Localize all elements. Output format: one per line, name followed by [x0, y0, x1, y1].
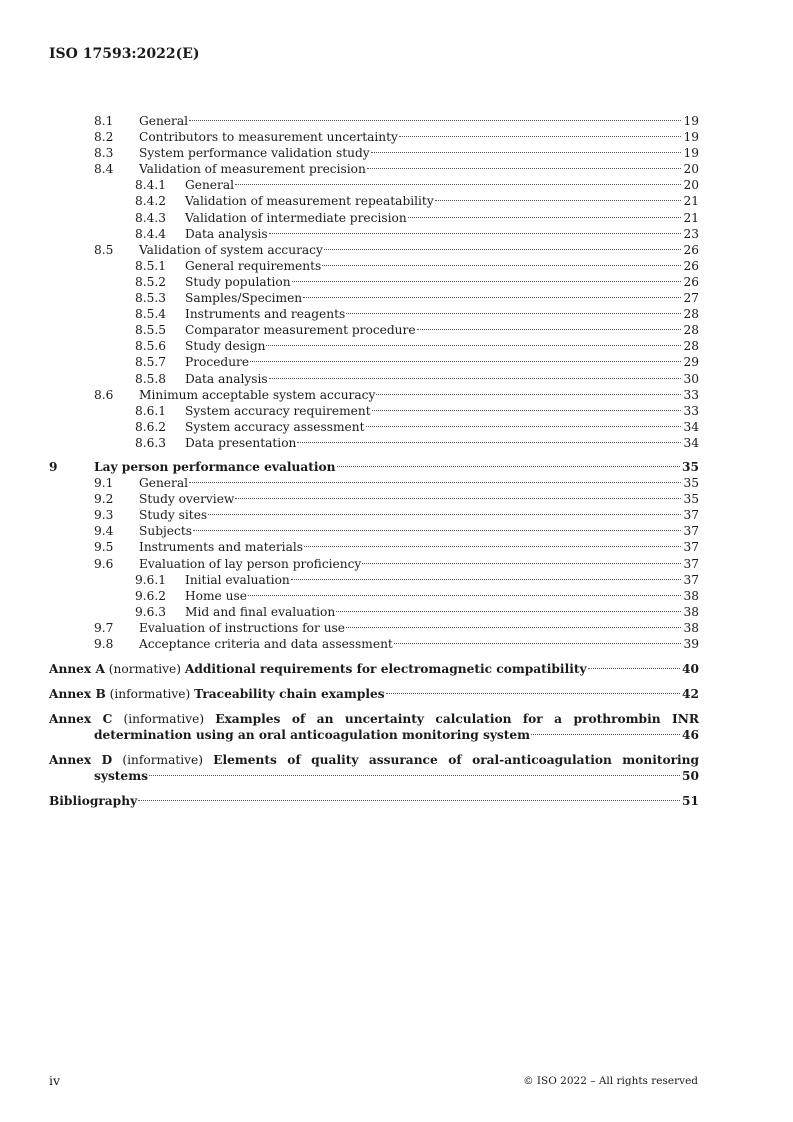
- toc-entry-page: 35: [683, 492, 699, 507]
- toc-entry-number: 8.5.8: [135, 371, 167, 386]
- toc-entry-page: 20: [683, 178, 699, 193]
- dot-leader: [250, 361, 681, 362]
- toc-entry-number: 9.3: [94, 508, 114, 523]
- toc-entry-number: 9.5: [94, 540, 114, 555]
- annex-d-page: 50: [682, 769, 699, 784]
- toc-entry-title: Comparator measurement procedure: [185, 323, 416, 338]
- toc-section-8: [49, 113, 699, 451]
- dot-leader: [291, 579, 682, 580]
- annex-c-page: 46: [682, 728, 699, 743]
- toc-entry-title: Validation of intermediate precision: [185, 210, 407, 225]
- toc-entry-title: Lay person performance evaluation: [94, 459, 336, 474]
- toc-annex-d[interactable]: [49, 752, 699, 784]
- toc-entry-8-2[interactable]: [49, 129, 699, 145]
- toc-bibliography[interactable]: [49, 793, 699, 809]
- toc-entry-number: 8.4.1: [135, 178, 167, 193]
- toc-entry-title: Instruments and materials: [139, 540, 304, 555]
- toc-entry-title: Study design: [185, 339, 266, 354]
- annex-a-title: Additional requirements for electromagnetic compatibility: [184, 662, 587, 677]
- dot-leader: [322, 265, 681, 266]
- toc-entry-title: Study overview: [139, 492, 235, 507]
- dot-leader: [372, 410, 682, 411]
- toc-entry-page: 26: [683, 274, 699, 289]
- toc-entry-8-4[interactable]: [49, 161, 699, 177]
- toc-entry-number: 8.5.3: [135, 291, 167, 306]
- dot-leader: [346, 627, 681, 628]
- dot-leader: [193, 530, 682, 531]
- toc-entry-page: 26: [683, 242, 699, 257]
- toc-entry-number: 9.6.1: [135, 572, 167, 587]
- toc-annex-a[interactable]: [49, 661, 699, 677]
- toc-entry-title: Data analysis: [185, 371, 268, 386]
- annex-d-title-line1: Elements of quality assurance of oral-anticoagulation monitoring: [213, 753, 700, 768]
- toc-entry-title: Home use: [185, 588, 247, 603]
- toc-annex-c[interactable]: [49, 711, 699, 743]
- toc-entry-8-6-3[interactable]: [49, 435, 699, 451]
- toc-entry-8-4-3[interactable]: [49, 210, 699, 226]
- toc-entry-8-6-2[interactable]: [49, 419, 699, 435]
- toc-entry-8-4-1[interactable]: [49, 177, 699, 193]
- toc-entry-8-5-8[interactable]: [49, 371, 699, 387]
- toc-annex-b[interactable]: [49, 686, 699, 702]
- toc-entry-8-5-5[interactable]: [49, 322, 699, 338]
- page-number: iv: [49, 1073, 61, 1088]
- dot-leader: [417, 329, 682, 330]
- toc-entry-title: Evaluation of lay person proficiency: [139, 556, 362, 571]
- toc-entry-9-1[interactable]: [49, 475, 699, 491]
- toc-entry-9-2[interactable]: [49, 491, 699, 507]
- dot-leader: [324, 249, 682, 250]
- toc-entry-page: 30: [683, 371, 699, 386]
- annex-b-title: Traceability chain examples: [194, 687, 385, 702]
- toc-entry-page: 37: [683, 524, 699, 539]
- dot-leader: [371, 152, 682, 153]
- toc-entry-page: 34: [683, 435, 699, 450]
- toc-entry-page: 37: [683, 556, 699, 571]
- toc-entry-number: 8.4: [94, 162, 114, 177]
- toc-entry-page: 37: [683, 540, 699, 555]
- toc-entry-8-5[interactable]: [49, 242, 699, 258]
- toc-entry-number: 8.4.3: [135, 210, 167, 225]
- toc-entry-page: 28: [683, 307, 699, 322]
- toc-entry-number: 9.1: [94, 476, 114, 491]
- toc-entry-number: 9.6.3: [135, 604, 167, 619]
- dot-leader: [303, 297, 681, 298]
- toc-entry-title: Samples/Specimen: [185, 291, 303, 306]
- dot-leader: [386, 693, 680, 694]
- annex-c-type: (informative): [123, 712, 205, 727]
- toc-entry-page: 38: [683, 588, 699, 603]
- annex-a-page: 40: [682, 662, 699, 677]
- toc-entry-page: 33: [683, 387, 699, 402]
- annex-c-title-line2: determination using an oral anticoagulation monitoring system: [94, 728, 531, 743]
- toc-entry-title: Subjects: [139, 524, 192, 539]
- toc-entry-title: Validation of system accuracy: [139, 242, 323, 257]
- dot-leader: [266, 345, 681, 346]
- toc-entry-number: 8.2: [94, 130, 114, 145]
- toc-entry-number: 8.5.1: [135, 258, 167, 273]
- toc-entry-number: 9: [49, 459, 58, 474]
- toc-entry-title: Study population: [185, 274, 291, 289]
- toc-entry-8-4-4[interactable]: [49, 226, 699, 242]
- annex-c-title-line1: Examples of an uncertainty calculation for a prothrombin INR: [215, 712, 699, 727]
- toc-entry-number: 9.4: [94, 524, 114, 539]
- toc-entry-page: 39: [683, 637, 699, 651]
- toc-entry-page: 20: [683, 162, 699, 177]
- dot-leader: [337, 466, 681, 467]
- dot-leader: [292, 281, 682, 282]
- toc-entry-8-5-6[interactable]: [49, 338, 699, 354]
- toc-entry-page: 33: [683, 403, 699, 418]
- toc-entry-title: General: [139, 476, 188, 491]
- toc-entry-page: 19: [683, 114, 699, 128]
- toc-entry-page: 35: [682, 459, 699, 474]
- toc-entry-number: 9.6: [94, 556, 114, 571]
- toc-entry-page: 19: [683, 146, 699, 161]
- dot-leader: [269, 378, 682, 379]
- dot-leader: [367, 168, 682, 169]
- annex-c-label: Annex C: [49, 712, 113, 727]
- toc-entry-page: 37: [683, 572, 699, 587]
- dot-leader: [362, 563, 681, 564]
- toc-entry-9-6-2[interactable]: [49, 588, 699, 604]
- dot-leader: [235, 184, 681, 185]
- toc-entry-9-3[interactable]: [49, 507, 699, 523]
- dot-leader: [189, 120, 681, 121]
- dot-leader: [588, 668, 680, 669]
- toc-entry-title: General requirements: [185, 258, 322, 273]
- dot-leader: [376, 394, 681, 395]
- toc-entry-number: 8.5: [94, 242, 114, 257]
- dot-leader: [189, 482, 681, 483]
- dot-leader: [399, 136, 682, 137]
- toc-entry-8-3[interactable]: [49, 145, 699, 161]
- toc-entry-title: Validation of measurement repeatability: [185, 194, 434, 209]
- toc-entry-9-7[interactable]: [49, 620, 699, 636]
- dot-leader: [394, 643, 682, 644]
- toc-entry-title: Mid and final evaluation: [185, 604, 336, 619]
- toc-entry-page: 26: [683, 258, 699, 273]
- toc-entry-number: 8.6.2: [135, 419, 167, 434]
- toc-entry-8-1[interactable]: [49, 113, 699, 129]
- annex-b-label: Annex B: [49, 687, 106, 702]
- toc-entry-8-5-7[interactable]: [49, 354, 699, 370]
- toc-entry-title: System accuracy requirement: [185, 403, 371, 418]
- toc-entry-page: 35: [683, 476, 699, 491]
- dot-leader: [138, 800, 680, 801]
- toc-entry-page: 23: [683, 226, 699, 241]
- toc-entry-number: 8.3: [94, 146, 114, 161]
- annex-a-label: Annex A: [49, 662, 105, 677]
- toc-entry-9-6-1[interactable]: [49, 572, 699, 588]
- dot-leader: [269, 233, 682, 234]
- toc-entry-number: 8.5.2: [135, 274, 167, 289]
- bibliography-title: Bibliography: [49, 794, 138, 809]
- toc-entry-number: 9.7: [94, 620, 114, 635]
- toc-entry-number: 8.4.2: [135, 194, 167, 209]
- toc-entry-8-6[interactable]: [49, 387, 699, 403]
- toc-entry-page: 37: [683, 508, 699, 523]
- toc-entry-page: 28: [683, 323, 699, 338]
- toc-entry-8-5-1[interactable]: [49, 258, 699, 274]
- toc-entry-page: 21: [683, 194, 699, 209]
- toc-entry-page: 29: [683, 355, 699, 370]
- toc-entry-8-5-4[interactable]: [49, 306, 699, 322]
- toc-entry-number: 9.2: [94, 492, 114, 507]
- toc-entry-title: Instruments and reagents: [185, 307, 346, 322]
- toc-entry-9-6-3[interactable]: [49, 604, 699, 620]
- toc-entry-title: System performance validation study: [139, 146, 370, 161]
- copyright-notice: © ISO 2022 – All rights reserved: [523, 1075, 698, 1087]
- toc-entry-title: General: [139, 114, 188, 128]
- toc-entry-title: System accuracy assessment: [185, 419, 365, 434]
- toc-entry-number: 8.6.1: [135, 403, 167, 418]
- dot-leader: [208, 514, 681, 515]
- dot-leader: [297, 442, 681, 443]
- toc-entry-number: 8.5.5: [135, 323, 167, 338]
- toc-entry-number: 8.6: [94, 387, 114, 402]
- toc-entry-number: 8.6.3: [135, 435, 167, 450]
- toc-entry-9-6[interactable]: [49, 556, 699, 572]
- toc-entry-title: Contributors to measurement uncertainty: [139, 130, 398, 145]
- toc-entry-title: Minimum acceptable system accuracy: [139, 387, 376, 402]
- toc-entry-page: 38: [683, 604, 699, 619]
- toc-entry-title: Evaluation of instructions for use: [139, 620, 346, 635]
- toc-entry-8-6-1[interactable]: [49, 403, 699, 419]
- annex-d-type: (informative): [122, 753, 204, 768]
- toc-entry-title: Study sites: [139, 508, 208, 523]
- toc-entry-number: 8.1: [94, 114, 114, 128]
- toc-entry-page: 38: [683, 620, 699, 635]
- toc-entry-9-8[interactable]: [49, 636, 699, 652]
- toc-entry-number: 8.4.4: [135, 226, 167, 241]
- dot-leader: [531, 734, 680, 735]
- dot-leader: [435, 200, 682, 201]
- dot-leader: [336, 611, 681, 612]
- toc-entry-title: General: [185, 178, 234, 193]
- toc-entry-title: Procedure: [185, 355, 250, 370]
- toc-entry-page: 19: [683, 130, 699, 145]
- toc-entry-title: Data presentation: [185, 435, 297, 450]
- toc-entry-8-5-3[interactable]: [49, 290, 699, 306]
- toc-section-9: [49, 459, 699, 652]
- toc-entry-8-4-2[interactable]: [49, 193, 699, 209]
- toc-entry-title: Initial evaluation: [185, 572, 290, 587]
- table-of-contents: [49, 113, 699, 809]
- toc-entry-page: 34: [683, 419, 699, 434]
- dot-leader: [304, 546, 681, 547]
- toc-entry-9-4[interactable]: [49, 523, 699, 539]
- dot-leader: [346, 313, 681, 314]
- toc-entry-number: 9.6.2: [135, 588, 167, 603]
- toc-entry-title: Acceptance criteria and data assessment: [139, 637, 393, 651]
- annex-b-type: (informative): [109, 687, 191, 702]
- dot-leader: [235, 498, 681, 499]
- dot-leader: [408, 217, 682, 218]
- dot-leader: [248, 595, 682, 596]
- toc-entry-9-5[interactable]: [49, 539, 699, 555]
- toc-entry-9[interactable]: [49, 459, 699, 475]
- toc-entry-8-5-2[interactable]: [49, 274, 699, 290]
- dot-leader: [366, 426, 682, 427]
- toc-entry-number: 9.8: [94, 637, 114, 651]
- toc-entry-number: 8.5.4: [135, 307, 167, 322]
- toc-entry-page: 28: [683, 339, 699, 354]
- annex-d-label: Annex D: [49, 753, 113, 768]
- toc-entry-page: 27: [683, 291, 699, 306]
- dot-leader: [149, 775, 680, 776]
- annex-d-title-line2: systems: [94, 769, 148, 784]
- toc-entry-number: 8.5.6: [135, 339, 167, 354]
- toc-entry-title: Data analysis: [185, 226, 268, 241]
- toc-entry-title: Validation of measurement precision: [139, 162, 366, 177]
- toc-entry-page: 21: [683, 210, 699, 225]
- toc-entry-number: 8.5.7: [135, 355, 167, 370]
- annex-a-type: (normative): [108, 662, 182, 677]
- annex-b-page: 42: [682, 687, 699, 702]
- document-id: ISO 17593:2022(E): [49, 46, 200, 62]
- bibliography-page: 51: [682, 794, 699, 809]
